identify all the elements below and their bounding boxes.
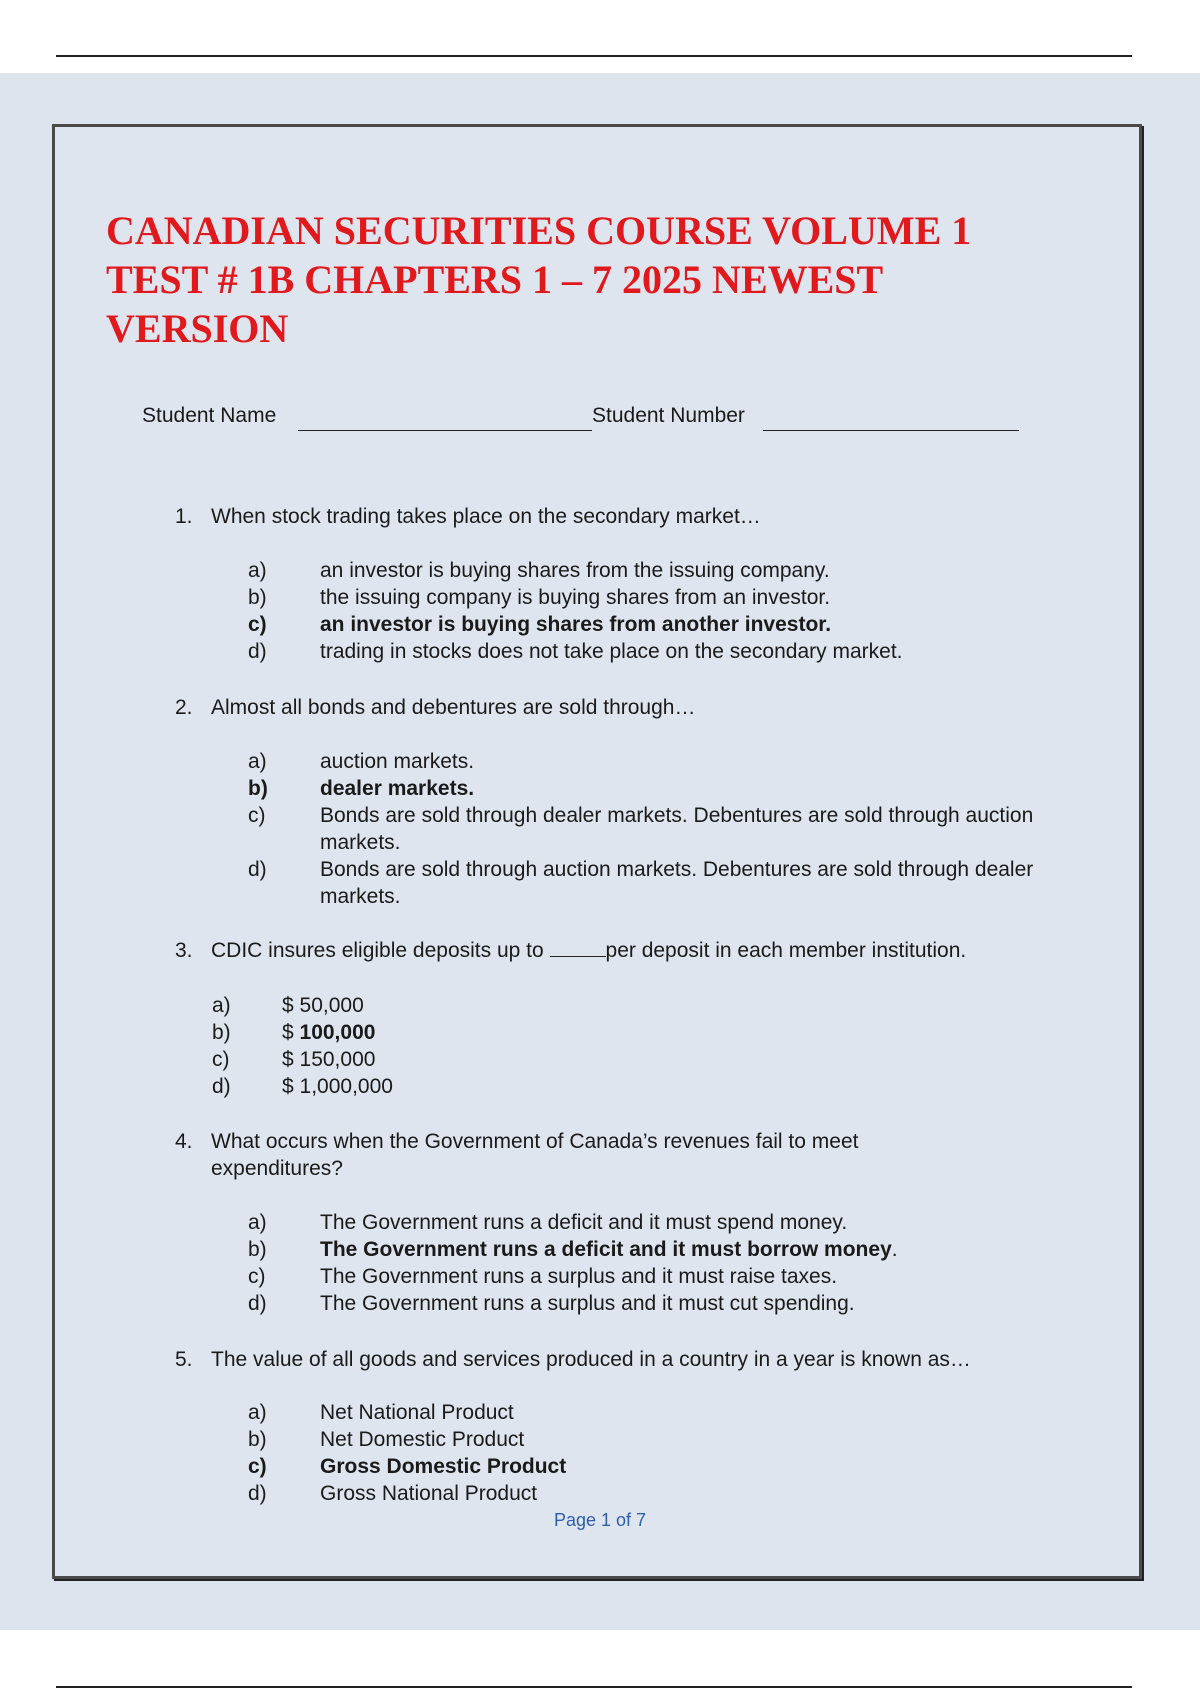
option-text: the issuing company is buying shares from an investor. — [320, 586, 831, 609]
question-number: 5. — [175, 1348, 193, 1371]
option-text-period: . — [891, 1238, 898, 1261]
option-letter: b) — [212, 1021, 231, 1044]
option-text: Net Domestic Product — [320, 1428, 525, 1451]
option-text: Bonds are sold through dealer markets. Debentures are sold through auction markets. — [320, 804, 1034, 854]
option-text-bold: The Government runs a deficit and it must borrow money — [320, 1238, 892, 1261]
bottom-rule — [56, 1686, 1132, 1688]
option-text: dealer markets. — [320, 777, 475, 800]
option-letter: a) — [248, 1211, 267, 1234]
option-text — [282, 1019, 1002, 1046]
title-line: CANADIAN SECURITIES COURSE VOLUME 1 — [106, 208, 972, 253]
option-letter: d) — [248, 1292, 267, 1315]
option-text: $ 1,000,000 — [282, 1075, 393, 1098]
option-letter: d) — [248, 858, 267, 881]
option-letter: c) — [248, 613, 267, 636]
student-name-label: Student Name — [142, 404, 277, 427]
question-text: The value of all goods and services produced in a country in a year is known as… — [211, 1348, 971, 1371]
option-letter: c) — [248, 804, 266, 827]
option-letter: d) — [248, 1482, 267, 1505]
title-line: VERSION — [106, 306, 289, 351]
option-text: The Government runs a surplus and it must cut spending. — [320, 1292, 855, 1315]
option-letter: d) — [248, 640, 267, 663]
question-text: What occurs when the Government of Canada’s revenues fail to meet expenditures? — [211, 1130, 859, 1180]
option-currency: $ — [282, 1021, 300, 1044]
option-text: The Government runs a surplus and it must raise taxes. — [320, 1265, 838, 1288]
option-letter: a) — [248, 750, 267, 773]
option-letter: b) — [248, 586, 267, 609]
option-letter: a) — [248, 559, 267, 582]
question-text-before: CDIC insures eligible deposits up to — [211, 939, 550, 962]
document-title — [106, 206, 1116, 353]
option-text: The Government runs a deficit and it must spend money. — [320, 1211, 848, 1234]
option-text: an investor is buying shares from another investor. — [320, 613, 832, 636]
page-number: Page 1 of 7 — [553, 1510, 647, 1530]
question-text-after: per deposit in each member institution. — [605, 939, 967, 962]
option-text: Net National Product — [320, 1401, 514, 1424]
title-line: TEST # 1B CHAPTERS 1 – 7 2025 NEWEST — [106, 257, 884, 302]
student-number-blank[interactable] — [763, 430, 1019, 431]
option-letter: c) — [212, 1048, 230, 1071]
option-text: Gross Domestic Product — [320, 1455, 567, 1478]
option-letter: b) — [248, 777, 268, 800]
option-text — [320, 1236, 1040, 1263]
question-number: 2. — [175, 696, 193, 719]
question-text: When stock trading takes place on the secondary market… — [211, 505, 761, 528]
option-text: Gross National Product — [320, 1482, 538, 1505]
answer-blank — [550, 956, 606, 957]
question-number: 1. — [175, 505, 193, 528]
option-letter: d) — [212, 1075, 231, 1098]
student-number-label: Student Number — [592, 404, 745, 427]
option-text: an investor is buying shares from the issuing company. — [320, 559, 830, 582]
question-number: 3. — [175, 939, 193, 962]
option-text: trading in stocks does not take place on the secondary market. — [320, 640, 903, 663]
option-letter: b) — [248, 1238, 267, 1261]
option-letter: c) — [248, 1455, 267, 1478]
option-text: $ 50,000 — [282, 994, 364, 1017]
option-letter: a) — [212, 994, 231, 1017]
student-name-blank[interactable] — [298, 430, 592, 431]
option-text: Bonds are sold through auction markets. Debentures are sold through dealer markets. — [320, 858, 1034, 908]
option-text: $ 150,000 — [282, 1048, 376, 1071]
option-letter: b) — [248, 1428, 267, 1451]
option-letter: c) — [248, 1265, 266, 1288]
question-text — [211, 937, 1091, 964]
question-text: Almost all bonds and debentures are sold through… — [211, 696, 696, 719]
question-number: 4. — [175, 1130, 193, 1153]
option-text: auction markets. — [320, 750, 475, 773]
top-rule — [56, 55, 1132, 57]
option-letter: a) — [248, 1401, 267, 1424]
option-amount: 100,000 — [299, 1021, 376, 1044]
